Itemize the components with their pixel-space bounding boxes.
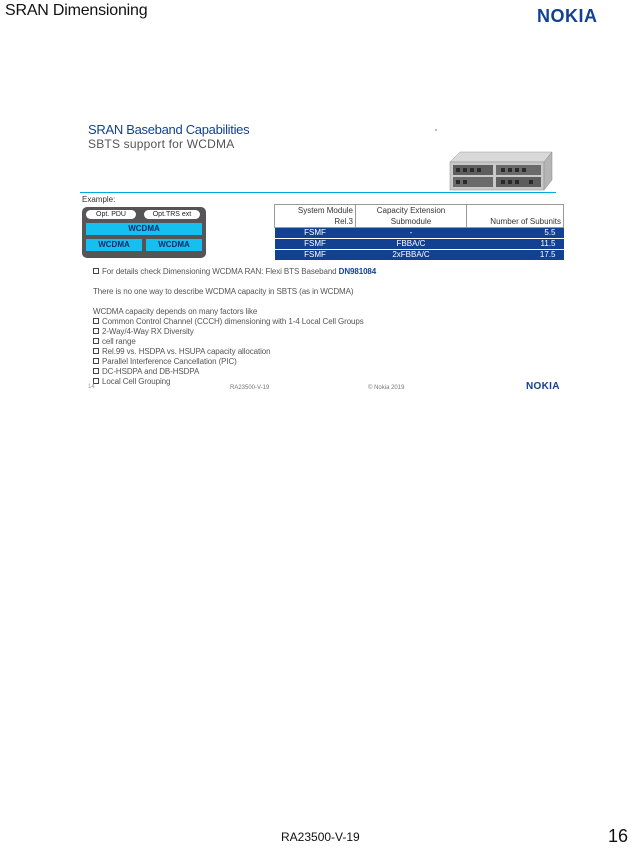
table-row <box>275 228 564 239</box>
details-text: For details check Dimensioning WCDMA RAN: Flexi BTS Baseband <box>102 267 337 276</box>
checkbox-bullet-icon <box>93 268 99 274</box>
slide-footer-code: RA23500-V-19 <box>230 385 270 391</box>
table-row <box>275 250 564 261</box>
document-reference: DN981084 <box>338 267 377 276</box>
table-cell: FSMF <box>275 228 356 239</box>
wcdma-top-box: WCDMA <box>86 223 202 235</box>
list-item <box>93 267 393 277</box>
column-header: Capacity Extension Submodule <box>356 205 467 228</box>
checkbox-bullet-icon <box>93 348 99 354</box>
capacity-table <box>274 204 564 261</box>
table-cell: 11.5 <box>467 239 564 250</box>
opt-pdu-pill: Opt. PDU <box>86 210 136 219</box>
list-item: Rel.99 vs. HSDPA vs. HSUPA capacity allocation <box>93 347 393 357</box>
document-title: SRAN Dimensioning <box>5 2 148 19</box>
checkbox-bullet-icon <box>93 338 99 344</box>
embedded-slide <box>78 110 568 400</box>
column-header: System Module Rel.3 <box>275 205 356 228</box>
paragraph: There is no one way to describe WCDMA capacity in SBTS (as in WCDMA) <box>93 287 354 296</box>
notes-block <box>93 267 393 387</box>
slide-subtitle: SBTS support for WCDMA <box>88 137 235 151</box>
title-divider <box>80 192 556 193</box>
wcdma-bottom-right-box: WCDMA <box>146 239 202 251</box>
checkbox-bullet-icon <box>93 328 99 334</box>
table-cell: FSMF <box>275 239 356 250</box>
paragraph: WCDMA capacity depends on many factors like <box>93 307 258 316</box>
slide-title: SRAN Baseband Capabilities <box>88 122 250 137</box>
table-cell: 5.5 <box>467 228 564 239</box>
page-footer-code: RA23500-V-19 <box>281 830 360 844</box>
slide-footer-copyright: © Nokia 2019 <box>368 385 405 391</box>
table-header-row <box>275 205 564 228</box>
list-item: DC-HSDPA and DB-HSDPA <box>93 367 393 377</box>
checkbox-bullet-icon <box>93 358 99 364</box>
list-item: Parallel Interference Cancellation (PIC) <box>93 357 393 367</box>
page-number: 16 <box>608 826 629 846</box>
slide-page-number: 14 <box>88 384 95 390</box>
baseband-tile-diagram <box>82 207 206 258</box>
list-item: Common Control Channel (CCCH) dimensioning with 1-4 Local Cell Groups <box>93 317 393 327</box>
slide-footer-logo: NOKIA <box>526 381 560 392</box>
nokia-logo: NOKIA <box>537 6 598 26</box>
list-item: cell range <box>93 337 393 347</box>
decor-dot <box>435 129 437 131</box>
list-item: Local Cell Grouping <box>93 377 393 387</box>
column-header: Number of Subunits <box>467 205 564 228</box>
table-cell: 2xFBBA/C <box>356 250 467 261</box>
checkbox-bullet-icon <box>93 368 99 374</box>
checkbox-bullet-icon <box>93 318 99 324</box>
table-cell: FSMF <box>275 250 356 261</box>
opt-trs-ext-pill: Opt.TRS ext <box>144 210 200 219</box>
wcdma-bottom-left-box: WCDMA <box>86 239 142 251</box>
table-cell: FBBA/C <box>356 239 467 250</box>
hardware-image <box>446 148 554 192</box>
table-cell: - <box>356 228 467 239</box>
example-label: Example: <box>82 195 116 204</box>
list-item: 2-Way/4-Way RX Diversity <box>93 327 393 337</box>
table-cell: 17.5 <box>467 250 564 261</box>
table-row <box>275 239 564 250</box>
